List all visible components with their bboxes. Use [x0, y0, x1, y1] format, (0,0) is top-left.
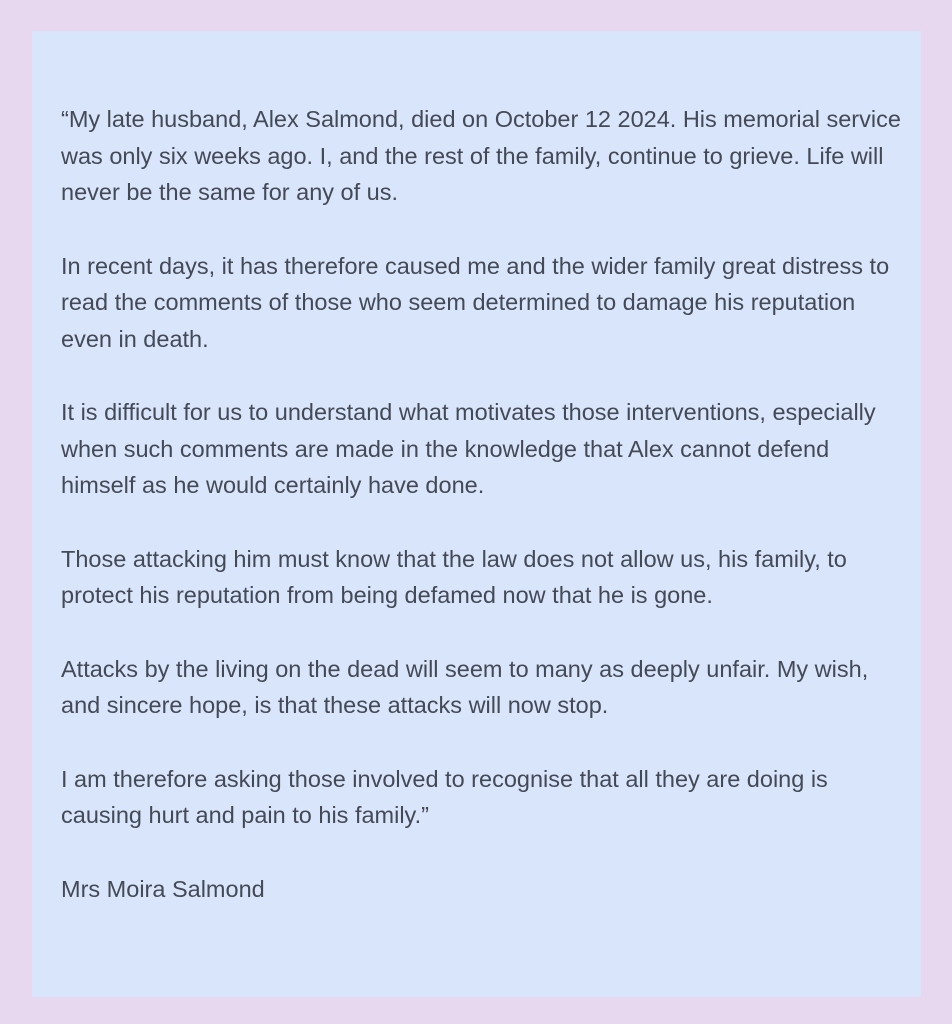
statement-paragraph-6: I am therefore asking those involved to recognise that all they are doing is causing hurt and pain to his family.” — [61, 765, 828, 828]
statement-card — [32, 31, 921, 997]
statement-paragraph-3: It is difficult for us to understand what motivates those interventions, especially when such comments are made in the knowledge that Alex cannot defend himself as he would certainly have done. — [61, 399, 876, 498]
statement-paragraph-2: In recent days, it has therefore caused me and the wider family great distress to read the comments of those who seem determined to damage his reputation even in death. — [61, 252, 890, 352]
statement-paragraph-5: Attacks by the living on the dead will seem to many as deeply unfair. My wish, and sincere hope, is that these attacks will now stop. — [61, 655, 869, 718]
statement-paragraph-1: “My late husband, Alex Salmond, died on October 12 2024. His memorial service was only six weeks ago. I, and the rest of the family, continue to grieve. Life will never be the same for any of us. — [61, 106, 901, 205]
statement-paragraph-4: Those attacking him must know that the law does not allow us, his family, to protect his reputation from being defamed now that he is gone. — [61, 545, 847, 608]
statement-signature: Mrs Moira Salmond — [61, 875, 265, 902]
